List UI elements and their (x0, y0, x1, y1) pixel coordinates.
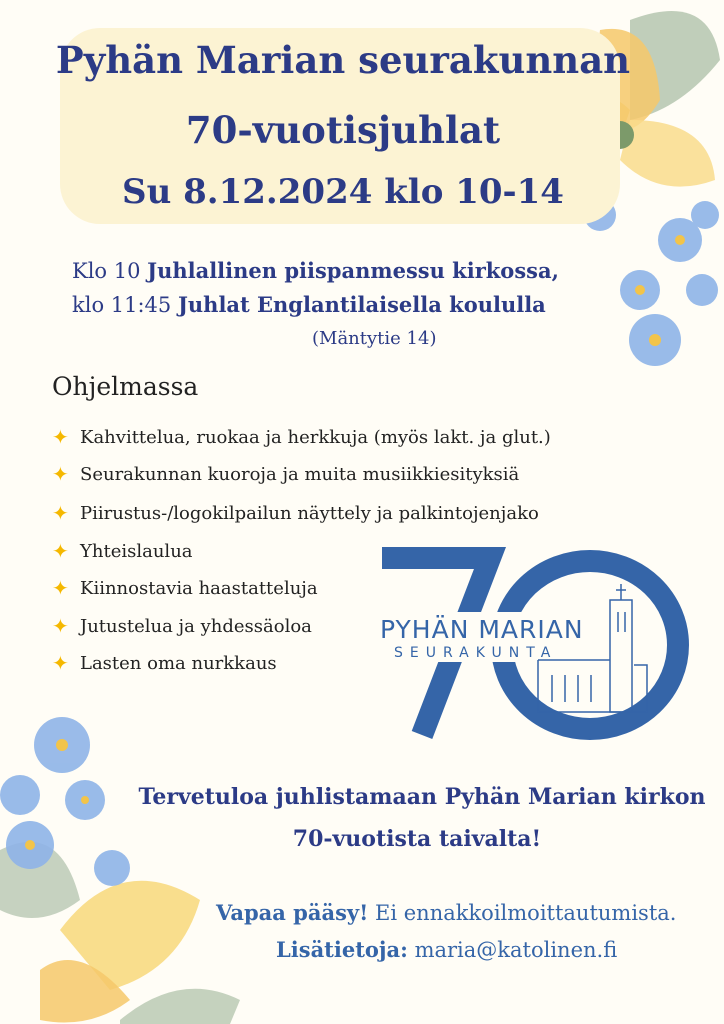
schedule-event-1: Juhlallinen piispanmessu kirkossa, (147, 258, 559, 283)
title-line-2: 70-vuotisjuhlat (185, 108, 501, 152)
welcome-line-2: 70-vuotista taivalta! (292, 826, 542, 852)
title-line-1: Pyhän Marian seurakunnan (55, 38, 631, 82)
program-item: ✦ Piirustus-/logokilpailun näyttely ja palkintojenjako (52, 501, 539, 525)
program-item: ✦ Kiinnostavia haastatteluja (52, 576, 318, 600)
event-date: Su 8.12.2024 klo 10-14 (122, 172, 564, 212)
free-entry-line (216, 900, 676, 925)
sparkle-icon: ✦ (52, 614, 69, 638)
program-item: ✦ Lasten oma nurkkaus (52, 651, 277, 675)
program-item: ✦ Kahvittelua, ruokaa ja herkkuja (myös lakt. ja glut.) (52, 425, 551, 449)
sparkle-icon: ✦ (52, 501, 69, 525)
sparkle-icon: ✦ (52, 539, 69, 563)
info-line (276, 937, 617, 962)
schedule-event-2: Juhlat Englantilaisella koululla (177, 292, 546, 317)
logo-line-1: PYHÄN MARIAN (380, 615, 584, 644)
sparkle-icon: ✦ (52, 425, 69, 449)
welcome-line-1: Tervetuloa juhlistamaan Pyhän Marian kirkon (138, 784, 706, 810)
flower-decoration-bottom-icon (0, 700, 260, 1024)
program-item: ✦ Yhteislaulua (52, 539, 193, 563)
info-email-link[interactable]: maria@katolinen.fi (414, 938, 618, 962)
info-label: Lisätietoja: (276, 937, 408, 962)
logo-line-2: SEURAKUNTA (394, 645, 558, 661)
schedule-line-2 (72, 292, 546, 317)
parish-70-logo (372, 540, 692, 740)
program-item: ✦ Seurakunnan kuoroja ja muita musiikkiesityksiä (52, 462, 520, 486)
sparkle-icon: ✦ (52, 651, 69, 675)
schedule-time-1: Klo 10 (72, 259, 141, 283)
free-entry-bold: Vapaa pääsy! (216, 900, 369, 925)
sparkle-icon: ✦ (52, 462, 69, 486)
sparkle-icon: ✦ (52, 576, 69, 600)
schedule-time-2: klo 11:45 (72, 293, 172, 317)
program-heading: Ohjelmassa (52, 372, 199, 401)
schedule-line-1 (72, 258, 559, 283)
address: (Mäntytie 14) (312, 328, 437, 349)
free-entry-rest: Ei ennakkoilmoittautumista. (375, 901, 677, 925)
program-item: ✦ Jutustelua ja yhdessäoloa (52, 614, 312, 638)
